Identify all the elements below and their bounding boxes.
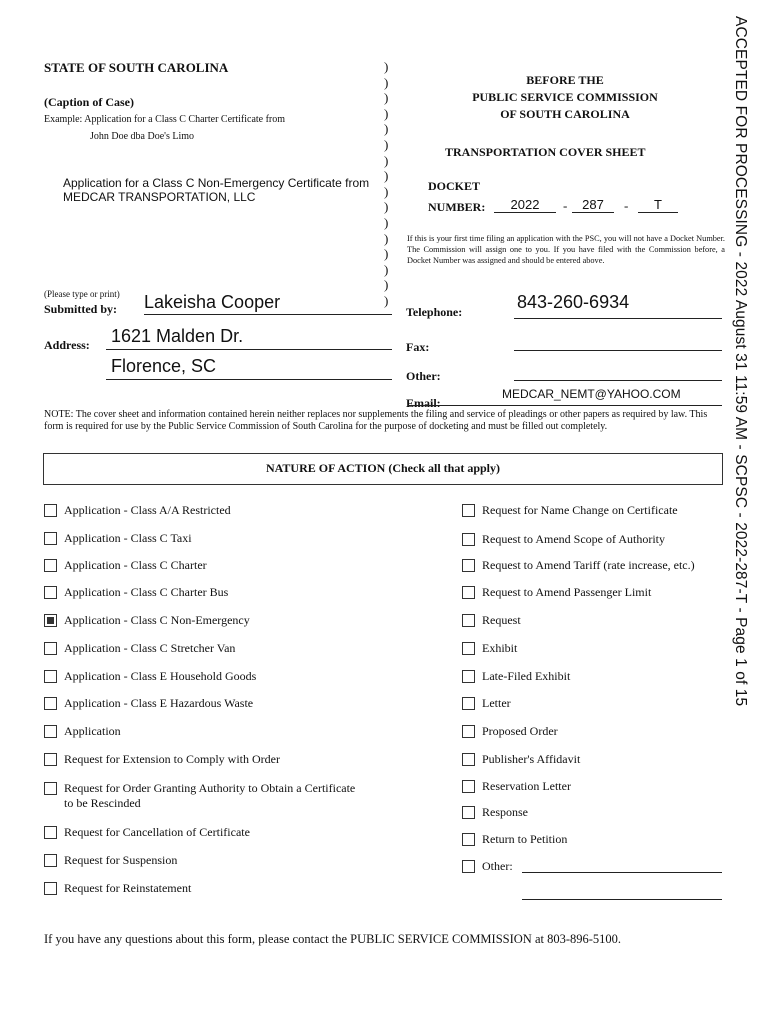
nature-of-action-title: NATURE OF ACTION (Check all that apply)	[265, 461, 501, 475]
submitter-name-line	[144, 314, 392, 315]
example-line-2: John Doe dba Doe's Limo	[90, 131, 195, 142]
docket-number[interactable]: 287	[572, 197, 614, 213]
address-line-2[interactable]: Florence, SC	[111, 356, 217, 376]
right-option-checkbox[interactable]	[462, 642, 475, 655]
left-option-label: Application - Class C Taxi	[64, 531, 192, 545]
email-rule	[408, 405, 722, 406]
left-option-checkbox[interactable]	[44, 697, 57, 710]
left-option-label: Request for Reinstatement	[64, 881, 192, 895]
right-option-checkbox[interactable]	[462, 670, 475, 683]
right-option-label: Response	[482, 805, 528, 819]
right-option-label: Request to Amend Passenger Limit	[482, 585, 652, 599]
docket-label: DOCKET	[428, 179, 481, 193]
docket-note: If this is your first time filing an application with the PSC, you will not have a Docket Number. The Commission will assign one to you. If you have filed with the Commission before, a Docket Number was assigned and should be entered above.	[407, 234, 725, 265]
address-label: Address:	[44, 338, 90, 352]
left-option-label: Request for Extension to Comply with Order	[64, 752, 280, 766]
left-option-label: Application - Class C Charter Bus	[64, 585, 229, 599]
footer-contact: If you have any questions about this form, please contact the PUBLIC SERVICE COMMISSION at 803-896-5100.	[44, 932, 622, 946]
nature-of-action-box	[43, 453, 723, 485]
address-line-1-rule	[106, 349, 392, 350]
left-option-checkbox[interactable]	[44, 559, 57, 572]
left-option-label: Application - Class E Hazardous Waste	[64, 696, 254, 710]
case-caption-line-1: Application for a Class C Non-Emergency Certificate from	[63, 176, 370, 190]
docket-suffix[interactable]: T	[638, 197, 678, 213]
right-option-checkbox[interactable]	[462, 586, 475, 599]
right-option-checkbox[interactable]	[462, 533, 475, 546]
address-line-1[interactable]: 1621 Malden Dr.	[111, 326, 244, 346]
submitter-name[interactable]: Lakeisha Cooper	[144, 292, 281, 312]
right-option-label: Exhibit	[482, 641, 518, 655]
right-option-label: Other:	[482, 859, 513, 873]
fax-label: Fax:	[406, 340, 430, 354]
left-option-label: Request for Order Granting Authority to Obtain a Certificate	[64, 781, 356, 795]
left-option-label-continued: to be Rescinded	[64, 796, 141, 810]
right-option-label: Request for Name Change on Certificate	[482, 503, 678, 517]
type-hint: (Please type or print)	[44, 289, 120, 299]
other-option-line-2	[522, 899, 722, 900]
telephone-label: Telephone:	[406, 305, 463, 319]
right-option-label: Late-Filed Exhibit	[482, 669, 571, 683]
acceptance-stamp	[723, 16, 751, 716]
left-option-checkbox[interactable]	[44, 826, 57, 839]
right-option-label: Request to Amend Scope of Authority	[482, 532, 665, 546]
right-option-checkbox[interactable]	[462, 504, 475, 517]
case-caption-line-2: MEDCAR TRANSPORTATION, LLC	[63, 190, 256, 204]
left-option-checkbox[interactable]	[44, 854, 57, 867]
email-label: Email:	[406, 396, 441, 410]
docket-dash-2: -	[624, 198, 629, 213]
sheet-title: TRANSPORTATION COVER SHEET	[445, 145, 646, 159]
acceptance-stamp-text: ACCEPTED FOR PROCESSING - 2022 August 31 11:59 AM - SCPSC - 2022-287-T - Page 1 of 15	[732, 16, 749, 707]
right-option-label: Publisher's Affidavit	[482, 752, 581, 766]
before-the: BEFORE THE	[526, 73, 604, 87]
example-line-1: Example: Application for a Class C Charter Certificate from	[44, 114, 286, 125]
left-option-checkbox[interactable]	[44, 642, 57, 655]
caption-label: (Caption of Case)	[44, 95, 134, 109]
right-option-checkbox[interactable]	[462, 833, 475, 846]
telephone-value[interactable]: 843-260-6934	[517, 292, 630, 312]
commission-state: OF SOUTH CAROLINA	[500, 107, 630, 121]
left-option-checkbox[interactable]	[44, 532, 57, 545]
left-option-checkbox[interactable]	[44, 725, 57, 738]
fax-rule	[514, 350, 722, 351]
state-heading: STATE OF SOUTH CAROLINA	[44, 60, 229, 75]
right-option-label: Request	[482, 613, 521, 627]
other-option-line	[522, 872, 722, 873]
right-option-checkbox[interactable]	[462, 725, 475, 738]
legal-note: NOTE: The cover sheet and information contained herein neither replaces nor supplements the filing and service of pleadings or other papers as required by law. This form is required for use by the Public Service Commission of South Carolina for the purpose of docketing and must be filled out completely.	[44, 409, 708, 432]
right-option-checkbox[interactable]	[462, 614, 475, 627]
number-label: NUMBER:	[428, 200, 486, 214]
right-option-label: Return to Petition	[482, 832, 568, 846]
left-option-label: Request for Suspension	[64, 853, 178, 867]
left-option-checkbox[interactable]	[44, 882, 57, 895]
right-option-label: Reservation Letter	[482, 779, 571, 793]
left-option-label: Application - Class C Stretcher Van	[64, 641, 236, 655]
left-option-checkbox[interactable]	[44, 670, 57, 683]
caption-parentheses: ) ) ) ) ) ) ) ) ) ) ) ) ) ) ) )	[384, 59, 389, 308]
right-option-checkbox[interactable]	[462, 860, 475, 873]
left-option-label: Application - Class C Charter	[64, 558, 207, 572]
right-option-checkbox[interactable]	[462, 753, 475, 766]
other-rule	[514, 380, 722, 381]
left-option-label: Request for Cancellation of Certificate	[64, 825, 250, 839]
right-option-label: Request to Amend Tariff (rate increase, etc.)	[482, 558, 695, 572]
docket-dash-1: -	[563, 198, 568, 213]
address-line-2-rule	[106, 379, 392, 380]
commission-name: PUBLIC SERVICE COMMISSION	[472, 90, 658, 104]
right-option-checkbox[interactable]	[462, 559, 475, 572]
right-option-checkbox[interactable]	[462, 780, 475, 793]
submitted-label: Submitted by:	[44, 302, 118, 316]
docket-year[interactable]: 2022	[494, 197, 556, 213]
right-option-checkbox[interactable]	[462, 806, 475, 819]
right-option-label: Proposed Order	[482, 724, 558, 738]
right-option-checkbox[interactable]	[462, 697, 475, 710]
left-option-checkbox[interactable]	[44, 782, 57, 795]
left-option-checkbox[interactable]	[44, 504, 57, 517]
left-option-checkbox[interactable]	[44, 753, 57, 766]
telephone-rule	[514, 318, 722, 319]
right-option-label: Letter	[482, 696, 511, 710]
commission-block	[440, 72, 690, 123]
left-option-label: Application - Class C Non-Emergency	[64, 613, 250, 627]
left-option-label: Application - Class A/A Restricted	[64, 503, 231, 517]
left-option-checkbox[interactable]	[44, 614, 57, 627]
email-value[interactable]: MEDCAR_NEMT@YAHOO.COM	[502, 387, 681, 401]
other-label: Other:	[406, 369, 441, 383]
left-option-label: Application	[64, 724, 121, 738]
left-option-checkbox[interactable]	[44, 586, 57, 599]
left-option-label: Application - Class E Household Goods	[64, 669, 257, 683]
